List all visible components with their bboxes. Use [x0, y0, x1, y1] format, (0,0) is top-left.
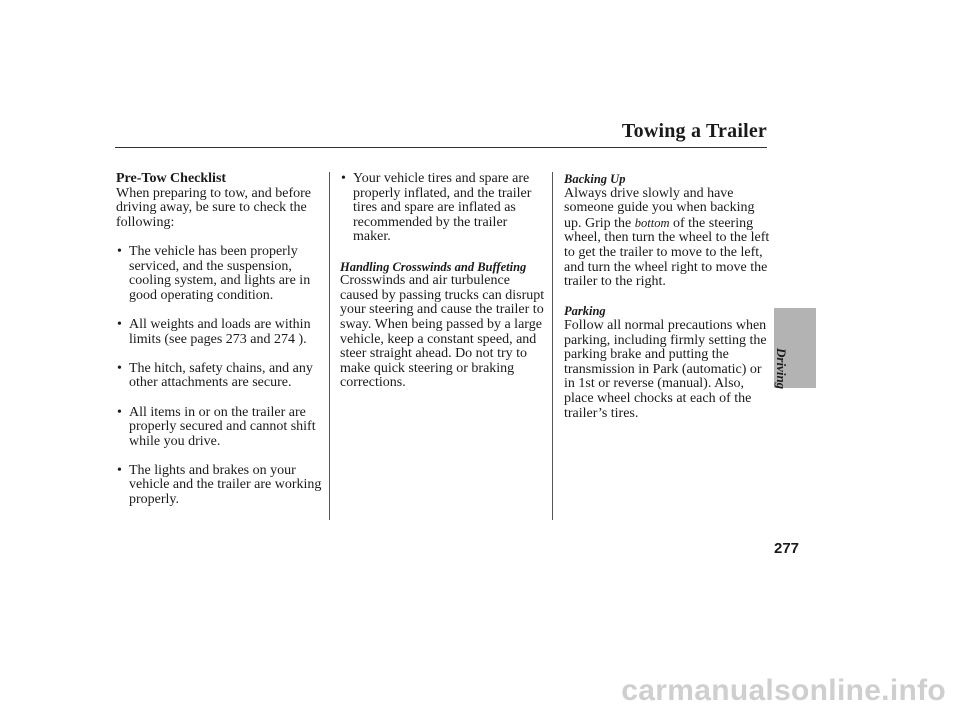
section-tab-label: Driving — [774, 348, 789, 390]
checklist-item: • The vehicle has been properly serviced, and the suspension, cooling system, and lights are in good operating condition. — [117, 243, 311, 303]
column-divider-1 — [329, 172, 330, 520]
pre-tow-intro: When preparing to tow, and before driving away, be sure to check the following: — [116, 185, 312, 230]
emphasis-bottom: bottom — [634, 215, 670, 230]
checklist-item: • The lights and brakes on your vehicle and the trailer are working properly. — [117, 462, 322, 508]
bullet-icon: • — [341, 171, 346, 186]
crosswinds-body: Crosswinds and air turbulence caused by passing trucks can disrupt your steering and cause the trailer to sway. When being passed by a large vehicle, keep a constant speed, and steer straight ahead. Do not try to make quick steering or braking corrections. — [340, 273, 545, 391]
watermark: carmanualsonline.info — [621, 674, 946, 707]
bullet-icon: • — [117, 404, 122, 420]
column-divider-2 — [552, 172, 553, 520]
checklist-item: • All weights and loads are within limits (see pages 273 and 274 ). — [117, 316, 311, 347]
bullet-icon: • — [117, 243, 122, 259]
header-rule — [115, 147, 767, 148]
section-heading-parking: Parking — [564, 304, 606, 319]
bullet-icon: • — [117, 360, 122, 376]
column-crosswinds — [340, 172, 548, 391]
backing-up-body: Always drive slowly and have someone guide you when backing up. Grip the bottom of the steering wheel, then turn the wheel to the left to get the trailer to move to the left, and turn the wheel right to move the trailer to the right. — [564, 185, 770, 290]
checklist-item: • The hitch, safety chains, and any other attachments are secure. — [117, 360, 313, 391]
tire-checklist-list — [340, 172, 548, 245]
section-heading-pre-tow-checklist: Pre-Tow Checklist — [116, 171, 227, 186]
checklist-item: • All items in or on the trailer are properly secured and cannot shift while you drive. — [117, 404, 316, 449]
checklist-item: • Your vehicle tires and spare are properly inflated, and the trailer tires and spare are inflated as recommended by the trailer maker. — [341, 171, 532, 245]
page-title: Towing a Trailer — [621, 120, 767, 142]
column-pre-tow-checklist — [116, 172, 326, 508]
parking-body: Follow all normal precautions when parking, including firmly setting the parking brake and putting the transmission in Park (automatic) or in 1st or reverse (manual). Also, place wheel chocks at each of the trailer’s tires. — [564, 317, 767, 421]
section-heading-crosswinds: Handling Crosswinds and Buffeting — [340, 259, 527, 274]
column-backing-parking — [564, 172, 774, 421]
section-heading-backing-up: Backing Up — [564, 172, 626, 186]
bullet-icon: • — [117, 462, 122, 478]
bullet-icon: • — [117, 316, 122, 332]
page-number: 277 — [774, 540, 800, 557]
pre-tow-checklist-list — [116, 245, 326, 508]
